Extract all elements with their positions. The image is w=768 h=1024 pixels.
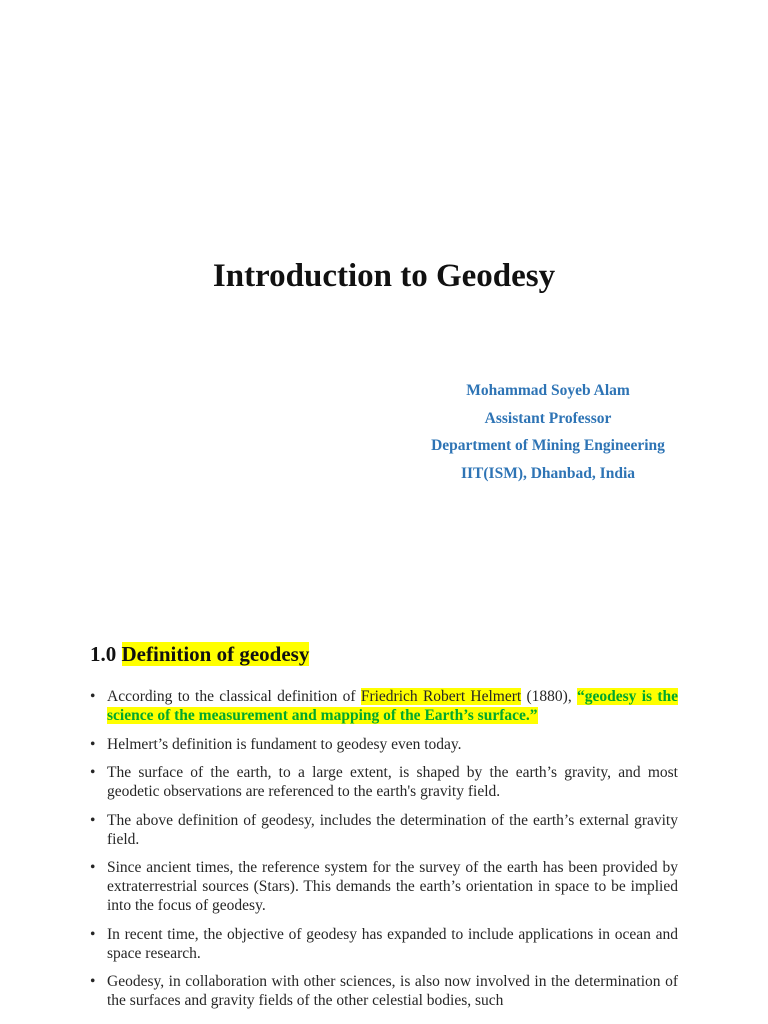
bullet-text: The surface of the earth, to a large extent, is shaped by the earth’s gravity, and most geodetic observations are referenced to the earth's gravity field.: [107, 764, 678, 800]
document-title: Introduction to Geodesy: [212, 258, 556, 294]
author-department: Department of Mining Engineering: [431, 437, 665, 454]
bullet-text: The above definition of geodesy, includes the determination of the earth’s external gravity field.: [107, 811, 678, 848]
list-item: [90, 735, 678, 754]
section-heading: [90, 642, 309, 667]
list-item: [90, 811, 678, 849]
bullet-text: Geodesy, in collaboration with other sciences, is also now involved in the determination of the surfaces and gravity fields of the other celestial bodies, such: [107, 973, 678, 1009]
author-name: Mohammad Soyeb Alam: [466, 382, 630, 399]
bullet-icon: •: [90, 859, 96, 876]
bullet-icon: •: [90, 925, 96, 943]
list-item: [90, 858, 678, 915]
list-item: [90, 687, 678, 725]
bullet-list: [90, 687, 678, 1020]
helmert-name: Friedrich Robert Helmert: [360, 688, 522, 705]
definition-quote: “geodesy is the science of the measurement and mapping of the Earth’s surface.”: [107, 688, 678, 724]
author-position: Assistant Professor: [484, 409, 612, 427]
bullet-icon: •: [90, 973, 96, 990]
list-item: [90, 972, 678, 1010]
section-number: 1.0: [90, 642, 117, 666]
bullet-icon: •: [90, 735, 96, 753]
bullet-text: According to the classical definition of: [107, 688, 361, 705]
author-block: [400, 380, 696, 490]
bullet-icon: •: [90, 811, 96, 829]
author-institute: IIT(ISM), Dhanbad, India: [460, 464, 635, 482]
section-title: Definition of geodesy: [121, 642, 310, 666]
bullet-text: (1880),: [521, 688, 577, 705]
list-item: [90, 763, 678, 801]
bullet-text: Since ancient times, the reference system for the survey of the earth has been provided by extraterrestrial sources (Stars). This demands the earth’s orientation in space to be implied into the focus of geodesy.: [107, 859, 678, 914]
bullet-text: Helmert’s definition is fundament to geodesy even today.: [107, 735, 462, 753]
bullet-icon: •: [90, 764, 96, 781]
list-item: [90, 925, 678, 963]
bullet-text: In recent time, the objective of geodesy has expanded to include applications in ocean and space research.: [107, 925, 678, 962]
bullet-icon: •: [90, 688, 96, 705]
